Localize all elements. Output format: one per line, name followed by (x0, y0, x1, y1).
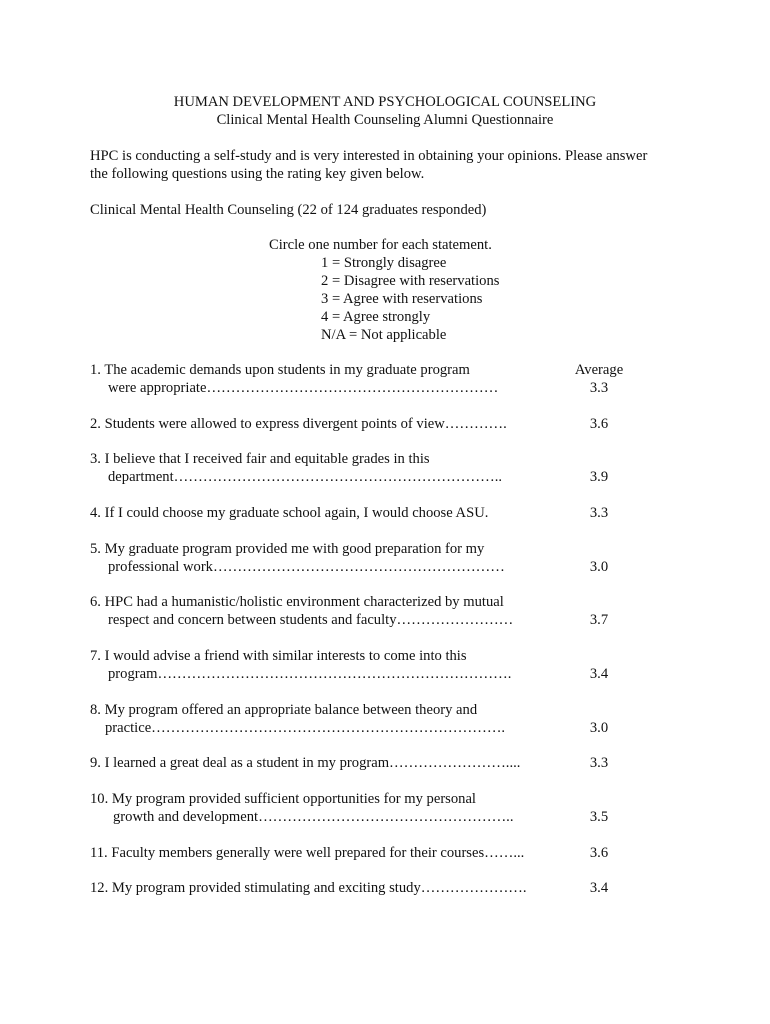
question-average: 3.0 (589, 559, 609, 575)
average-column-header: Average (574, 362, 624, 378)
question-text-continued: practice………………………………………………………………. (105, 720, 506, 736)
question-text: 9. I learned a great deal as a student in my program…………………….... (90, 755, 521, 771)
document-subtitle: Clinical Mental Health Counseling Alumni Questionnaire (216, 112, 554, 128)
intro-line-1: HPC is conducting a self-study and is very interested in obtaining your opinions. Please answer (90, 148, 648, 164)
question-item (90, 647, 560, 683)
question-average: 3.3 (589, 505, 609, 521)
question-average: 3.5 (589, 809, 609, 825)
question-text-continued: department………………………………………………………….. (108, 469, 503, 485)
question-average: 3.0 (589, 720, 609, 736)
question-text: 2. Students were allowed to express divergent points of view…………. (90, 416, 507, 432)
question-text-continued: professional work…………………………………………………… (108, 559, 505, 575)
question-text: 10. My program provided sufficient opportunities for my personal (90, 791, 476, 807)
question-text: 7. I would advise a friend with similar interests to come into this (90, 648, 467, 664)
question-item (90, 415, 560, 433)
question-average: 3.6 (589, 416, 609, 432)
program-response-line: Clinical Mental Health Counseling (22 of 124 graduates responded) (90, 202, 487, 218)
question-item (90, 701, 560, 737)
rating-key-item: 2 = Disagree with reservations (321, 273, 500, 289)
question-item (90, 790, 560, 826)
question-text-continued: were appropriate…………………………………………………… (108, 380, 499, 396)
intro-line-2: the following questions using the rating key given below. (90, 166, 425, 182)
question-average: 3.7 (589, 612, 609, 628)
document-title: HUMAN DEVELOPMENT AND PSYCHOLOGICAL COUNSELING (173, 94, 597, 110)
question-text: 11. Faculty members generally were well prepared for their courses……... (90, 845, 525, 861)
question-text: 4. If I could choose my graduate school again, I would choose ASU. (90, 505, 489, 521)
question-item (90, 540, 560, 576)
question-item (90, 844, 560, 862)
question-average: 3.4 (589, 666, 609, 682)
question-item (90, 593, 560, 629)
rating-key-item: 3 = Agree with reservations (321, 291, 483, 307)
question-text: 12. My program provided stimulating and exciting study…………………. (90, 880, 527, 896)
question-text: 8. My program offered an appropriate balance between theory and (90, 702, 478, 718)
question-text-continued: growth and development…………………………………………….. (113, 809, 514, 825)
question-text: 5. My graduate program provided me with good preparation for my (90, 541, 485, 557)
question-text: 3. I believe that I received fair and equitable grades in this (90, 451, 430, 467)
rating-key-item: 4 = Agree strongly (321, 309, 431, 325)
question-average: 3.9 (589, 469, 609, 485)
question-text: 6. HPC had a humanistic/holistic environment characterized by mutual (90, 594, 504, 610)
rating-instruction: Circle one number for each statement. (269, 237, 492, 253)
question-text-continued: program………………………………………………………………. (108, 666, 512, 682)
question-item (90, 450, 560, 486)
question-item (90, 754, 560, 772)
question-text: 1. The academic demands upon students in my graduate program (90, 362, 470, 378)
question-text-continued: respect and concern between students and faculty…………………… (108, 612, 514, 628)
question-average: 3.3 (589, 380, 609, 396)
question-item (90, 879, 560, 897)
rating-key-item: N/A = Not applicable (321, 327, 447, 343)
question-item (90, 361, 560, 397)
rating-key-item: 1 = Strongly disagree (321, 255, 447, 271)
question-average: 3.4 (589, 880, 609, 896)
question-average: 3.3 (589, 755, 609, 771)
question-item (90, 504, 560, 522)
question-average: 3.6 (589, 845, 609, 861)
